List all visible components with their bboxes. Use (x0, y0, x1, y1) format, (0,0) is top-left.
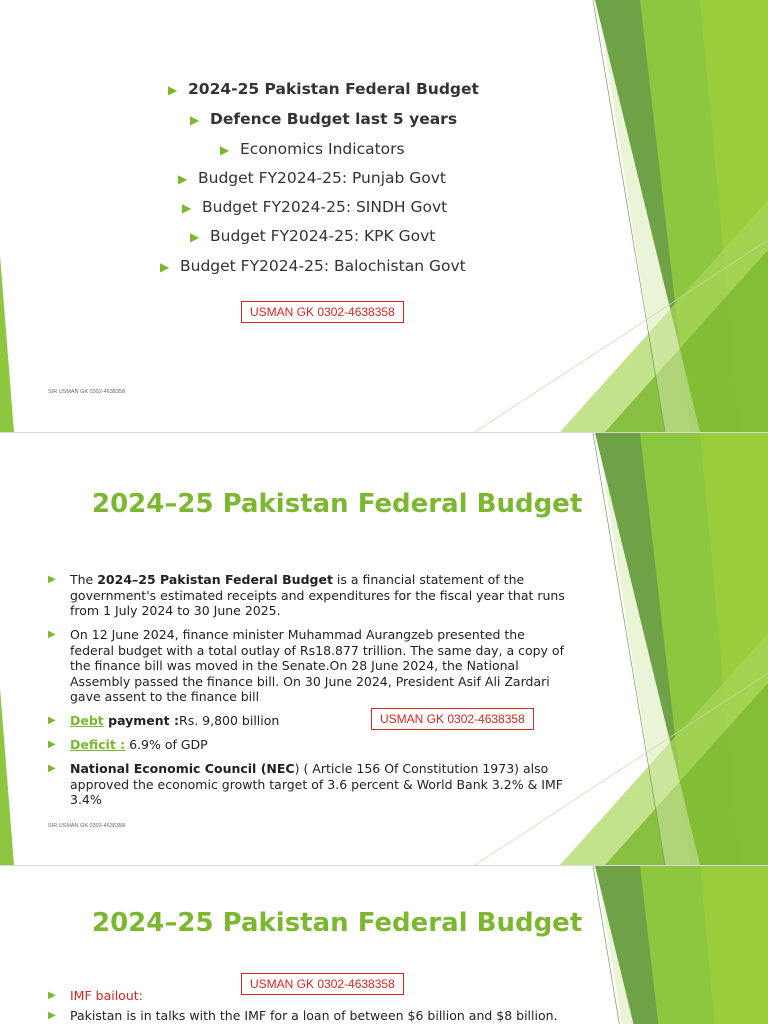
deficit-line: ▶ Deficit : 6.9% of GDP (48, 737, 208, 752)
menu-item-economic-indicators[interactable]: ▶ Economics Indicators (220, 140, 405, 158)
menu-item-defence-budget[interactable]: ▶ Defence Budget last 5 years (190, 110, 458, 128)
arrow-bullet-icon: ▶ (48, 739, 56, 750)
contact-stamp: USMAN GK 0302-4638358 (241, 301, 404, 323)
contact-stamp: USMAN GK 0302-4638358 (241, 973, 404, 995)
arrow-bullet-icon: ▶ (48, 574, 56, 585)
arrow-bullet-icon: ▶ (48, 715, 56, 726)
arrow-bullet-icon: ▶ (48, 629, 56, 640)
arrow-bullet-icon: ▶ (48, 1010, 56, 1021)
arrow-bullet-icon: ▶ (160, 260, 170, 274)
debt-link[interactable]: Debt (70, 713, 104, 728)
menu-item-kpk[interactable]: ▶ Budget FY2024-25: KPK Govt (190, 227, 436, 245)
arrow-bullet-icon: ▶ (168, 83, 178, 97)
imf-bailout-heading: ▶ IMF bailout: (48, 988, 143, 1003)
menu-item-federal-budget[interactable]: ▶ 2024-25 Pakistan Federal Budget (168, 80, 479, 98)
paragraph-presentation: ▶ On 12 June 2024, finance minister Muhammad Aurangzeb presented the federal budget with a total outlay of Rs18.877 trillion. The same day, a copy of the finance bill was moved in the Senate.On 28 June 2024, the National Assembly passed the finance bill. On 30 June 2024, President Asif Ali Zardari gave assent to the finance bill (48, 627, 564, 704)
paragraph-intro: ▶ The 2024–25 Pakistan Federal Budget is a financial statement of the government's estimated receipts and expenditures for the fiscal year that runs from 1 July 2024 to 30 June 2025. (48, 572, 565, 618)
contact-stamp: USMAN GK 0302-4638358 (371, 708, 534, 730)
menu-item-punjab[interactable]: ▶ Budget FY2024-25: Punjab Govt (178, 169, 447, 187)
arrow-bullet-icon: ▶ (48, 763, 56, 774)
deficit-link[interactable]: Deficit : (70, 737, 126, 752)
green-decoration (0, 0, 768, 432)
slide-footer: SIR USMAN GK 0302-4638358 (48, 389, 126, 395)
slide-1 (0, 0, 768, 432)
slide-title: 2024–25 Pakistan Federal Budget (92, 489, 583, 519)
arrow-bullet-icon: ▶ (178, 172, 188, 186)
slide-2 (0, 433, 768, 865)
arrow-bullet-icon: ▶ (190, 230, 200, 244)
nec-paragraph: ▶ National Economic Council (NEC) ( Article 156 Of Constitution 1973) also approved the economic growth target of 3.6 percent & World Bank 3.2% & IMF 3.4% (48, 761, 563, 807)
imf-talks-paragraph: ▶ Pakistan is in talks with the IMF for a loan of between $6 billion and $8 billion. (48, 1008, 558, 1023)
arrow-bullet-icon: ▶ (220, 143, 230, 157)
arrow-bullet-icon: ▶ (182, 201, 192, 215)
arrow-bullet-icon: ▶ (48, 990, 56, 1001)
menu-item-balochistan[interactable]: ▶ Budget FY2024-25: Balochistan Govt (160, 257, 466, 275)
arrow-bullet-icon: ▶ (190, 113, 200, 127)
slide-footer: SIR USMAN GK 0302-4638358 (48, 823, 126, 829)
menu-item-sindh[interactable]: ▶ Budget FY2024-25: SINDH Govt (182, 198, 448, 216)
debt-line: ▶ Debt payment :Rs. 9,800 billion (48, 713, 280, 728)
slide-title: 2024–25 Pakistan Federal Budget (92, 908, 583, 938)
slide-3 (0, 866, 768, 1024)
